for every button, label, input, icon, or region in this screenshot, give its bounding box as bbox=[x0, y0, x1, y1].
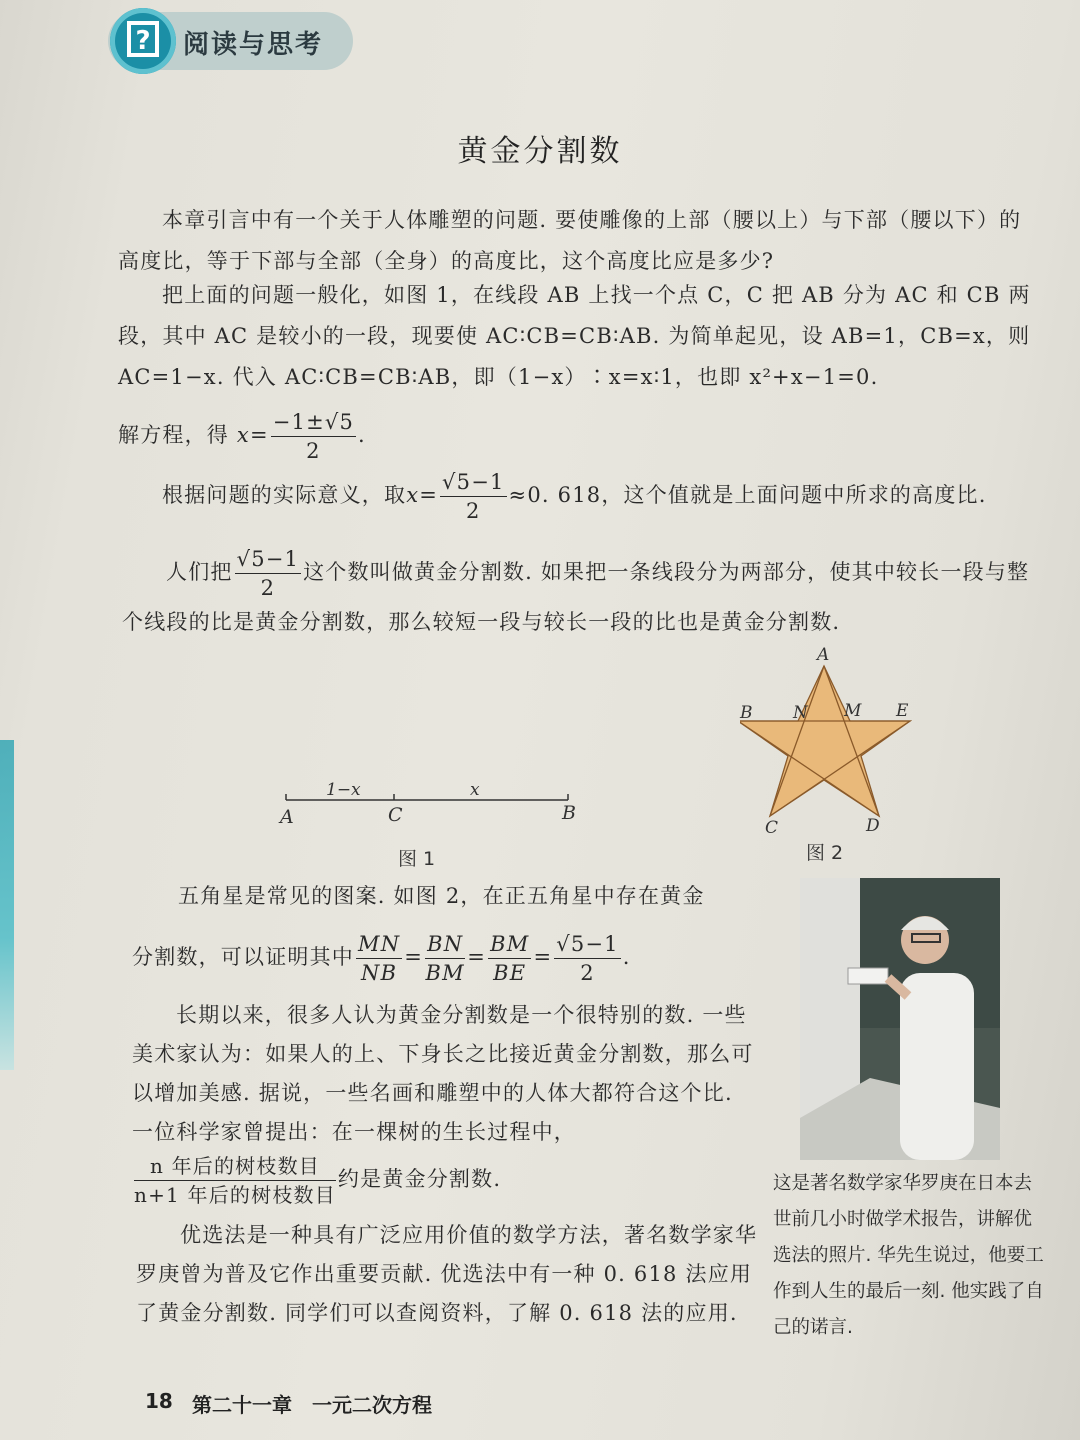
point-c-label: C bbox=[388, 804, 403, 826]
paragraph-golden-number bbox=[122, 545, 1042, 643]
point-a-label: A bbox=[280, 806, 294, 828]
golden-denominator: 2 bbox=[260, 576, 276, 600]
paragraph-tree-ratio bbox=[132, 1152, 772, 1209]
tree-fraction bbox=[134, 1152, 336, 1209]
star-point-b: B bbox=[740, 703, 753, 723]
ratio-num: BM bbox=[488, 930, 531, 959]
figure-2-pentagram bbox=[740, 660, 920, 830]
tree-numerator: n 年后的树枝数目 bbox=[134, 1152, 336, 1181]
star-point-d: D bbox=[866, 816, 880, 836]
var-x: x bbox=[236, 423, 250, 447]
star-point-e: E bbox=[896, 701, 909, 721]
star-point-n: N bbox=[793, 703, 808, 723]
pentagram-prefix: 分割数，可以证明其中 bbox=[132, 945, 354, 969]
star-point-c: C bbox=[765, 818, 779, 838]
paragraph-history: 长期以来，很多人认为黄金分割数是一个很特别的数. 一些美术家认为：如果人的上、下身长之比接近黄金分割数，那么可以增加美感. 据说，一些名画和雕塑中的人体大都符合这个比. 一位科学家曾提出：在一棵树的生长过程中， bbox=[132, 1003, 754, 1144]
chapter-title: 第二十一章 一元二次方程 bbox=[192, 1393, 432, 1417]
meaning-numerator: √5−1 bbox=[440, 468, 507, 497]
paragraph-pentagram-ratios: 分割数，可以证明其中 $\frac{MN}{NB}$ = $\frac{BN}{BM}$ = $\frac{BM}{BE}$ = $\frac{√5-1}{2}$ . bbox=[132, 932, 631, 985]
point-b-label: B bbox=[562, 802, 576, 824]
figure-1-caption: 图 1 bbox=[398, 848, 436, 870]
page-title: 黄金分割数 bbox=[457, 134, 623, 169]
paragraph-pentagram-line1: 五角星是常见的图案. 如图 2，在正五角星中存在黄金 bbox=[178, 884, 705, 908]
meaning-denominator: 2 bbox=[466, 499, 481, 523]
golden-fraction bbox=[235, 545, 302, 602]
figure-1-segment bbox=[270, 770, 590, 830]
ratio-bm-be bbox=[488, 930, 531, 987]
hua-luogeng-photo bbox=[800, 878, 1000, 1160]
star-point-a: A bbox=[817, 645, 830, 665]
ratio-den: BM bbox=[425, 961, 465, 985]
section-header-title: 阅读与思考 bbox=[183, 30, 324, 60]
ratio-num: MN bbox=[356, 930, 402, 959]
solve-fraction bbox=[271, 408, 356, 465]
paragraph-optimization: 优选法是一种具有广泛应用价值的数学方法，著名数学家华罗庚曾为普及它作出重要贡献. 优选法中有一种 0. 618 法应用了黄金分割数. 同学们可以查阅资料，了解 0. 618 法的应用. bbox=[136, 1223, 758, 1325]
ratio-mn-nb bbox=[356, 930, 402, 987]
ratio-den: 2 bbox=[580, 961, 595, 985]
paragraph-generalize: 把上面的问题一般化，如图 1，在线段 AB 上找一个点 C，C 把 AB 分为 AC 和 CB 两段，其中 AC 是较小的一段，现要使 AC∶CB=CB∶AB. 为简单起见，设 AB=1，CB=x，则 AC=1−x. 代入 AC∶CB=CB∶AB，即（1−x）∶x=x∶1，也即 x²+x−1=0. bbox=[118, 283, 1031, 389]
solve-denominator: 2 bbox=[306, 439, 321, 463]
golden-numerator: √5−1 bbox=[235, 545, 302, 574]
tree-denominator: n+1 年后的树枝数目 bbox=[134, 1183, 336, 1207]
solve-text: 解方程，得 bbox=[118, 423, 229, 447]
ratio-num: √5−1 bbox=[554, 930, 621, 959]
var-x: x bbox=[406, 483, 420, 507]
ratio-num: BN bbox=[425, 930, 465, 959]
figure-2-caption: 图 2 bbox=[806, 842, 844, 864]
question-mark-icon bbox=[110, 8, 176, 74]
meaning-prefix: 根据问题的实际意义，取 bbox=[162, 483, 407, 507]
ratio-den: BE bbox=[493, 961, 527, 985]
tree-suffix: 约是黄金分割数. bbox=[337, 1167, 502, 1191]
paragraph-meaning: 根据问题的实际意义，取x= $\frac{√5-1}{2}$ ≈0. 618，这个值就是上面问题中所求的高度比. bbox=[162, 470, 987, 523]
ratio-den: NB bbox=[361, 961, 398, 985]
golden-suffix: 这个数叫做黄金分割数. 如果把一条线段分为两部分，使其中较长一段与整个线段的比是黄金分割数，那么较短一段与较长一段的比也是黄金分割数. bbox=[122, 560, 1030, 634]
segment-cb-label: x bbox=[470, 780, 480, 800]
paragraph-intro: 本章引言中有一个关于人体雕塑的问题. 要使雕像的上部（腰以上）与下部（腰以下）的高度比，等于下部与全部（全身）的高度比，这个高度比应是多少? bbox=[118, 208, 1022, 273]
svg-text:?: ? bbox=[135, 26, 151, 56]
photo-caption: 这是著名数学家华罗庚在日本去世前几小时做学术报告，讲解优选法的照片. 华先生说过，他要工作到人生的最后一刻. 他实践了自己的诺言. bbox=[773, 1173, 1044, 1338]
ratio-golden bbox=[554, 930, 621, 987]
solve-numerator: −1±√5 bbox=[271, 408, 356, 437]
golden-prefix: 人们把 bbox=[166, 560, 233, 584]
meaning-fraction bbox=[440, 468, 507, 525]
star-point-m: M bbox=[844, 701, 862, 721]
paragraph-solve: 解方程，得 x= $\frac{-1\pm√5}{2}$ . bbox=[118, 410, 366, 463]
ratio-bn-bm bbox=[425, 930, 465, 987]
meaning-suffix: ≈0. 618，这个值就是上面问题中所求的高度比. bbox=[508, 483, 987, 507]
page-edge-decoration bbox=[0, 740, 14, 1070]
page-number: 18 bbox=[145, 1389, 173, 1413]
segment-ac-label: 1−x bbox=[326, 780, 361, 800]
